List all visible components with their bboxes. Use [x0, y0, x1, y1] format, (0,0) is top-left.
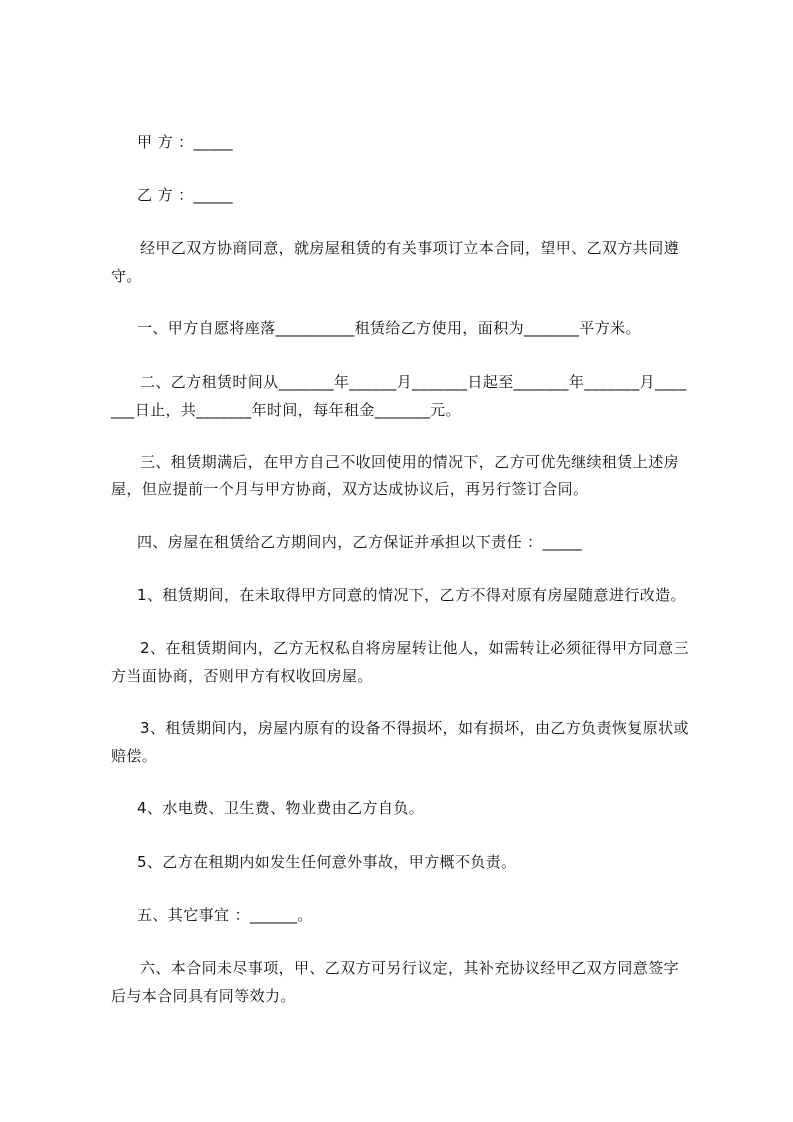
- clause-6-line-1: 六、本合同未尽事项，甲、乙双方可另行议定，其补充协议经甲乙双方同意签字: [140, 959, 680, 977]
- item-3-line-1: 3、租赁期间内，房屋内原有的设备不得损坏，如有损坏，由乙方负责恢复原状或: [140, 719, 689, 737]
- intro-line-2: 守。: [111, 267, 142, 285]
- clause-3-line-2: 屋，但应提前一个月与甲方协商，双方达成协议后，再另行签订合同。: [111, 480, 589, 498]
- clause-6-line-2: 后与本合同具有同等效力。: [111, 987, 296, 1005]
- clause-4: 四、房屋在租赁给乙方期间内，乙方保证并承担以下责任 ：_____: [137, 533, 583, 551]
- item-2-line-2: 方当面协商，否则甲方有权收回房屋。: [111, 667, 373, 685]
- item-5: 5、乙方在租期内如发生任何意外事故，甲方概不负责。: [137, 853, 517, 871]
- clause-2-line-1: 二、乙方租赁时间从_______年______月_______日起至_______年_______月____: [140, 373, 687, 391]
- clause-3-line-1: 三、租赁期满后，在甲方自己不收回使用的情况下，乙方可优先继续租赁上述房: [140, 453, 680, 471]
- item-4: 4、水电费、卫生费、物业费由乙方自负。: [137, 799, 425, 817]
- party-b-line: 乙 方 ：_____: [137, 186, 234, 204]
- clause-5: 五、其它事宜 ：______。: [137, 906, 313, 924]
- item-2-line-1: 2、在租赁期间内，乙方无权私自将房屋转让他人，如需转让必须征得甲方同意三: [140, 639, 689, 657]
- item-3-line-2: 赔偿。: [111, 747, 158, 765]
- intro-line-1: 经甲乙双方协商同意，就房屋租赁的有关事项订立本合同，望甲、乙双方共同遵: [140, 239, 680, 257]
- item-1: 1、租赁期间，在未取得甲方同意的情况下，乙方不得对原有房屋随意进行改造。: [137, 586, 686, 604]
- clause-1: 一、甲方自愿将座落__________租赁给乙方使用，面积为_______平方米。: [137, 319, 641, 337]
- party-a-line: 甲 方 ：_____: [137, 133, 234, 151]
- clause-2-line-2: ___日止，共_______年时间，每年租金_______元。: [111, 401, 461, 419]
